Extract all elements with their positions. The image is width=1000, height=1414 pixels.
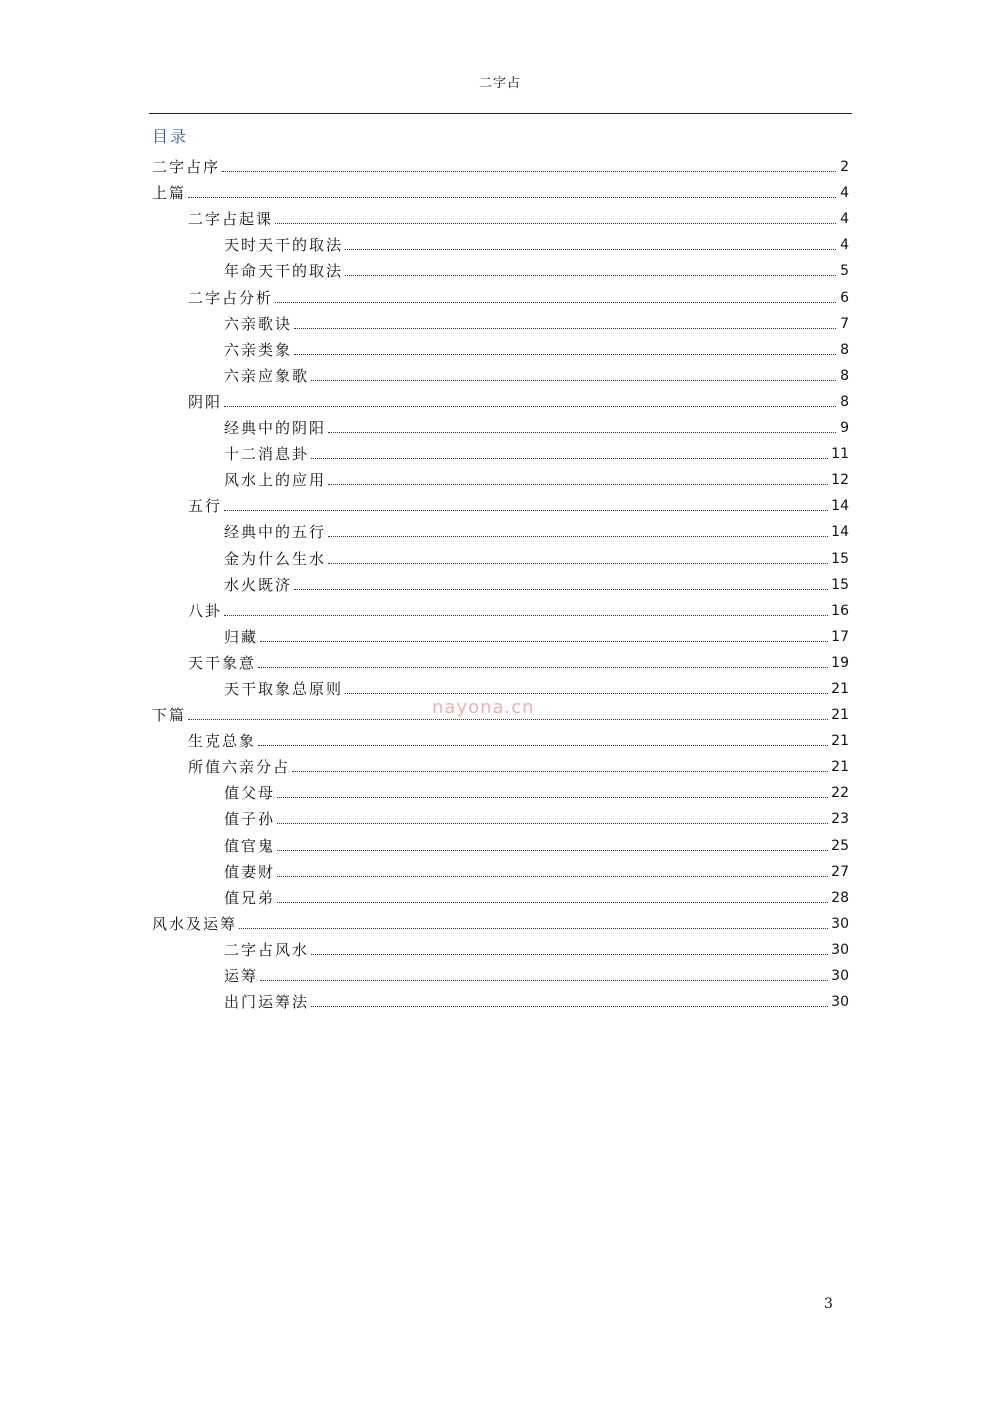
toc-dot-leader — [328, 536, 828, 537]
toc-entry-text: 值妻财 — [224, 862, 276, 881]
toc-entry-page: 7 — [840, 315, 849, 332]
toc-entry-page: 22 — [831, 785, 849, 802]
toc-dot-leader — [311, 380, 836, 381]
toc-entry-text: 值子孙 — [224, 810, 276, 829]
toc-entry[interactable] — [152, 541, 849, 567]
toc-entry[interactable] — [152, 828, 849, 854]
toc-dot-leader — [224, 615, 828, 616]
toc-entry-page: 23 — [831, 811, 849, 828]
toc-entry-text: 经典中的阴阳 — [224, 419, 327, 438]
toc-entry-page: 5 — [840, 263, 849, 280]
toc-dot-leader — [345, 249, 836, 250]
toc-dot-leader — [345, 275, 836, 276]
toc-entry[interactable] — [152, 280, 849, 306]
toc-entry-text: 十二消息卦 — [224, 445, 310, 464]
toc-entry[interactable] — [152, 463, 849, 489]
toc-entry-text: 年命天干的取法 — [224, 262, 344, 281]
toc-entry-text: 风水上的应用 — [224, 471, 327, 490]
toc-entry-text: 水火既济 — [224, 575, 293, 594]
toc-entry[interactable] — [152, 568, 849, 594]
toc-entry-page: 8 — [840, 393, 849, 410]
toc-dot-leader — [258, 667, 828, 668]
toc-dot-leader — [260, 641, 828, 642]
toc-entry[interactable] — [152, 881, 849, 907]
toc-entry[interactable] — [152, 307, 849, 333]
toc-entry[interactable] — [152, 959, 849, 985]
toc-entry[interactable] — [152, 489, 849, 515]
toc-dot-leader — [294, 328, 836, 329]
toc-entry-page: 8 — [840, 367, 849, 384]
page-header-title: 二字占 — [478, 76, 521, 91]
toc-entry-text: 出门运筹法 — [224, 993, 310, 1012]
toc-entry-page: 27 — [831, 863, 849, 880]
toc-dot-leader — [294, 354, 836, 355]
toc-entry-text: 值父母 — [224, 784, 276, 803]
toc-entry-page: 30 — [831, 941, 849, 958]
watermark: nayona.cn — [432, 697, 535, 718]
toc-dot-leader — [277, 797, 828, 798]
toc-entry[interactable] — [152, 933, 849, 959]
toc-entry-page: 9 — [840, 420, 849, 437]
toc-entry[interactable] — [152, 385, 849, 411]
toc-entry[interactable] — [152, 907, 849, 933]
toc-entry-page: 28 — [831, 889, 849, 906]
toc-entry-page: 14 — [831, 524, 849, 541]
toc-entry[interactable] — [152, 620, 849, 646]
toc-dot-leader — [277, 850, 828, 851]
toc-entry-page: 21 — [831, 680, 849, 697]
toc-dot-leader — [239, 928, 828, 929]
toc-dot-leader — [224, 406, 836, 407]
toc-entry-text: 二字占风水 — [224, 940, 310, 959]
toc-entry[interactable] — [152, 594, 849, 620]
toc-list — [152, 150, 849, 1011]
toc-dot-leader — [277, 902, 828, 903]
toc-entry-text: 值兄弟 — [224, 888, 276, 907]
toc-dot-leader — [222, 171, 836, 172]
toc-dot-leader — [224, 510, 828, 511]
toc-entry-text: 阴阳 — [188, 392, 223, 411]
toc-entry[interactable] — [152, 776, 849, 802]
toc-entry-page: 21 — [831, 707, 849, 724]
toc-entry[interactable] — [152, 802, 849, 828]
toc-entry-page: 21 — [831, 759, 849, 776]
toc-dot-leader — [188, 719, 828, 720]
toc-entry-page: 2 — [840, 159, 849, 176]
toc-entry-page: 30 — [831, 994, 849, 1011]
toc-entry-text: 经典中的五行 — [224, 523, 327, 542]
toc-entry-text: 天时天干的取法 — [224, 236, 344, 255]
toc-entry[interactable] — [152, 150, 849, 176]
toc-entry-page: 21 — [831, 733, 849, 750]
toc-entry[interactable] — [152, 411, 849, 437]
toc-entry-text: 六亲类象 — [224, 340, 293, 359]
toc-entry-page: 25 — [831, 837, 849, 854]
toc-entry[interactable] — [152, 359, 849, 385]
toc-entry-page: 30 — [831, 968, 849, 984]
toc-entry[interactable] — [152, 750, 849, 776]
toc-dot-leader — [311, 458, 828, 459]
toc-dot-leader — [292, 771, 828, 772]
toc-dot-leader — [328, 563, 828, 564]
toc-entry-page: 8 — [840, 341, 849, 358]
page-number: 3 — [824, 1296, 833, 1312]
toc-entry-text: 金为什么生水 — [224, 549, 327, 568]
toc-entry-text: 二字占分析 — [188, 288, 274, 307]
toc-dot-leader — [277, 823, 828, 824]
toc-dot-leader — [311, 1006, 828, 1007]
toc-entry[interactable] — [152, 176, 849, 202]
toc-entry[interactable] — [152, 985, 849, 1011]
toc-entry-page: 14 — [831, 498, 849, 515]
toc-entry[interactable] — [152, 724, 849, 750]
toc-entry-text: 上篇 — [152, 184, 187, 203]
toc-entry-page: 15 — [831, 550, 849, 567]
toc-dot-leader — [275, 302, 836, 303]
toc-entry[interactable] — [152, 672, 849, 698]
toc-entry[interactable] — [152, 254, 849, 280]
toc-entry-text: 风水及运筹 — [152, 914, 238, 933]
toc-entry-page: 11 — [831, 446, 849, 463]
toc-entry-text: 六亲应象歌 — [224, 366, 310, 385]
toc-entry[interactable] — [152, 646, 849, 672]
toc-dot-leader — [311, 954, 828, 955]
toc-dot-leader — [328, 484, 828, 485]
toc-entry-text: 八卦 — [188, 601, 223, 620]
toc-entry-text: 天干取象总原则 — [224, 679, 344, 698]
toc-dot-leader — [258, 745, 828, 746]
toc-entry-text: 六亲歌诀 — [224, 314, 293, 333]
toc-entry-page: 4 — [840, 185, 849, 202]
toc-entry-text: 五行 — [188, 497, 223, 516]
toc-entry-page: 4 — [840, 211, 849, 228]
toc-dot-leader — [188, 197, 836, 198]
toc-entry-text: 下篇 — [152, 706, 187, 725]
toc-entry-text: 二字占序 — [152, 158, 221, 177]
toc-entry-text: 生克总象 — [188, 732, 257, 751]
toc-entry-page: 30 — [831, 915, 849, 932]
toc-entry[interactable] — [152, 333, 849, 359]
toc-dot-leader — [277, 876, 828, 877]
toc-dot-leader — [275, 223, 836, 224]
toc-entry-page: 16 — [831, 602, 849, 619]
toc-dot-leader — [328, 432, 836, 433]
toc-title: 目录 — [152, 127, 189, 146]
toc-entry-page: 12 — [831, 472, 849, 489]
toc-entry-page: 17 — [831, 628, 849, 645]
toc-entry-text: 归藏 — [224, 627, 259, 646]
toc-entry[interactable] — [152, 437, 849, 463]
toc-entry[interactable] — [152, 515, 849, 541]
toc-entry-text: 运筹 — [224, 967, 259, 985]
toc-dot-leader — [260, 980, 828, 981]
toc-entry-page: 6 — [840, 289, 849, 306]
toc-entry-text: 天干象意 — [188, 653, 257, 672]
toc-entry-text: 二字占起课 — [188, 210, 274, 229]
toc-entry-page: 19 — [831, 654, 849, 671]
toc-entry[interactable] — [152, 228, 849, 254]
toc-dot-leader — [345, 693, 828, 694]
toc-entry[interactable] — [152, 855, 849, 881]
toc-entry[interactable] — [152, 202, 849, 228]
toc-entry-page: 4 — [840, 237, 849, 254]
header-rule — [149, 113, 852, 114]
toc-dot-leader — [294, 589, 828, 590]
toc-entry-text: 值官鬼 — [224, 836, 276, 855]
toc-entry-text: 所值六亲分占 — [188, 758, 291, 777]
toc-entry-page: 15 — [831, 576, 849, 593]
